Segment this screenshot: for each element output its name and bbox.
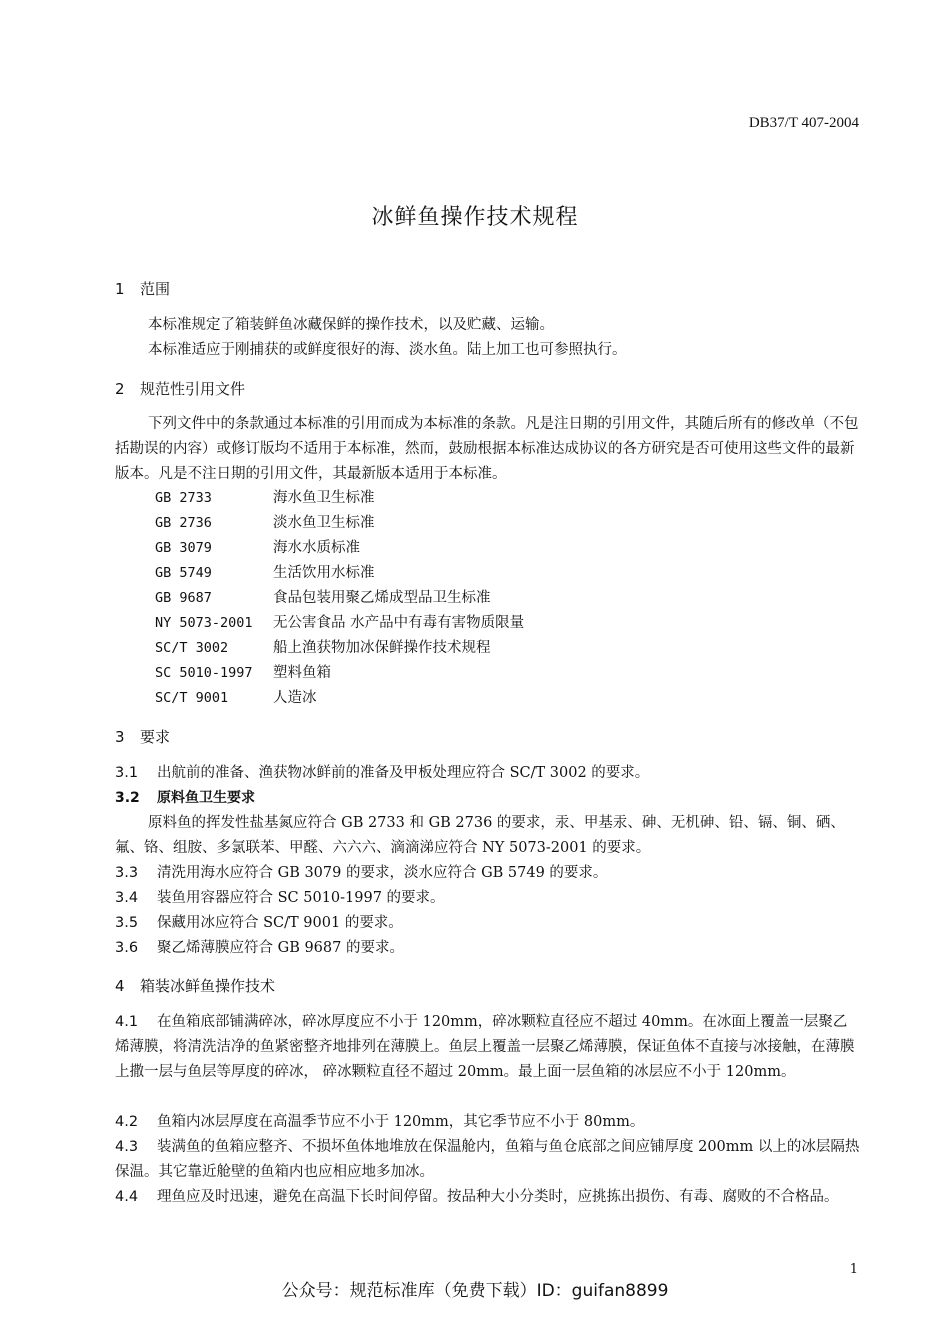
reference-row — [155, 511, 375, 536]
clause-text: 理鱼应及时迅速，避免在高温下长时间停留。按品种大小分类时，应挑拣出损伤、有毒、腐败的不合格品。 — [157, 1189, 839, 1205]
reference-row — [155, 536, 360, 561]
clause-text: 出航前的准备、渔获物冰鲜前的准备及甲板处理应符合 SC/T 3002 的要求。 — [157, 765, 650, 781]
reference-code: GB 3079 — [155, 540, 212, 556]
reference-row — [155, 661, 331, 686]
reference-code: SC 5010-1997 — [155, 665, 253, 681]
reference-name: 淡水鱼卫生标准 — [273, 515, 375, 531]
scope-paragraph-2: 本标准适应于刚捕获的或鲜度很好的海、淡水鱼。陆上加工也可参照执行。 — [148, 342, 627, 358]
clause-number: 4.3 — [115, 1139, 139, 1155]
reference-code: GB 5749 — [155, 565, 212, 581]
section-2-heading — [115, 378, 245, 399]
clause-3-1 — [115, 761, 860, 786]
section-1-heading — [115, 278, 170, 299]
clause-text: 保藏用冰应符合 SC/T 9001 的要求。 — [157, 915, 403, 931]
reference-name: 食品包装用聚乙烯成型品卫生标准 — [273, 590, 491, 606]
reference-row — [155, 636, 491, 661]
reference-code: NY 5073-2001 — [155, 615, 253, 631]
section-title: 箱装冰鲜鱼操作技术 — [140, 977, 276, 995]
section-number: 1 — [115, 280, 125, 298]
reference-row — [155, 486, 375, 511]
page-number: 1 — [849, 1262, 858, 1277]
clause-text: 聚乙烯薄膜应符合 GB 9687 的要求。 — [157, 940, 404, 956]
clause-text: 装鱼用容器应符合 SC 5010-1997 的要求。 — [157, 890, 445, 906]
clause-4-4 — [115, 1185, 860, 1210]
reference-name: 塑料鱼箱 — [273, 665, 331, 681]
section-title: 范围 — [140, 280, 171, 298]
section-title: 规范性引用文件 — [140, 380, 246, 398]
reference-name: 海水鱼卫生标准 — [273, 490, 375, 506]
scope-paragraph-1: 本标准规定了箱装鲜鱼冰藏保鲜的操作技术，以及贮藏、运输。 — [148, 317, 554, 333]
clause-number: 3.6 — [115, 940, 139, 956]
clause-number: 3.3 — [115, 865, 139, 881]
clause-text: 在鱼箱底部铺满碎冰，碎冰厚度应不小于 120mm，碎冰颗粒直径应不超过 40mm。在冰面上覆盖一层聚乙烯薄膜，将清洗洁净的鱼紧密整齐地排列在薄膜上。鱼层上覆盖一层聚乙烯薄膜，保证鱼体不直接与冰接触，在薄膜上撒一层与鱼层等厚度的碎冰， 碎冰颗粒直径不超过 20mm。最上面一层鱼箱的冰层应不小于 120mm。 — [115, 1014, 855, 1080]
clause-3-2-heading — [115, 786, 860, 811]
clause-number: 4.4 — [115, 1189, 139, 1205]
section-number: 4 — [115, 977, 125, 995]
reference-code: GB 9687 — [155, 590, 212, 606]
reference-code: GB 2733 — [155, 490, 212, 506]
section-3-heading — [115, 726, 170, 747]
clause-number: 3.5 — [115, 915, 139, 931]
clause-text: 清洗用海水应符合 GB 3079 的要求，淡水应符合 GB 5749 的要求。 — [157, 865, 608, 881]
reference-code: GB 2736 — [155, 515, 212, 531]
section-title: 要求 — [140, 728, 171, 746]
reference-name: 海水水质标准 — [273, 540, 360, 556]
reference-code: SC/T 9001 — [155, 690, 229, 706]
clause-4-3 — [115, 1135, 860, 1185]
clause-3-3 — [115, 861, 860, 886]
reference-name: 生活饮用水标准 — [273, 565, 375, 581]
clause-title: 原料鱼卫生要求 — [157, 790, 255, 806]
section-number: 3 — [115, 728, 125, 746]
reference-name: 无公害食品 水产品中有毒有害物质限量 — [273, 615, 525, 631]
reference-name: 人造冰 — [273, 690, 317, 706]
clause-3-2-text: 原料鱼的挥发性盐基氮应符合 GB 2733 和 GB 2736 的要求，汞、甲基汞、砷、无机砷、铅、镉、铜、硒、氟、铬、组胺、多氯联苯、甲醛、六六六、滴滴涕应符合 NY 5073-2001 的要求。 — [115, 815, 845, 856]
reference-code: SC/T 3002 — [155, 640, 229, 656]
standard-number: DB37/T 407-2004 — [748, 115, 859, 131]
clause-3-5 — [115, 911, 860, 936]
reference-row — [155, 586, 491, 611]
clause-3-4 — [115, 886, 860, 911]
clause-3-6 — [115, 936, 860, 961]
clause-text: 装满鱼的鱼箱应整齐、不损坏鱼体地堆放在保温舱内，鱼箱与鱼仓底部之间应铺厚度 200mm 以上的冰层隔热保温。其它靠近舱壁的鱼箱内也应相应地多加冰。 — [115, 1139, 860, 1180]
clause-text: 鱼箱内冰层厚度在高温季节应不小于 120mm，其它季节应不小于 80mm。 — [157, 1114, 645, 1130]
reference-row — [155, 561, 375, 586]
reference-row — [155, 686, 317, 711]
references-intro: 下列文件中的条款通过本标准的引用而成为本标准的条款。凡是注日期的引用文件，其随后所有的修改单（不包括勘误的内容）或修订版均不适用于本标准，然而，鼓励根据本标准达成协议的各方研究是否可使用这些文件的最新版本。凡是不注日期的引用文件，其最新版本适用于本标准。 — [115, 416, 859, 482]
footer-watermark: 公众号：规范标准库（免费下载）ID：guifan8899 — [281, 1281, 669, 1301]
clause-number: 4.2 — [115, 1114, 139, 1130]
section-4-heading — [115, 975, 275, 996]
clause-4-2 — [115, 1110, 860, 1135]
clause-4-1 — [115, 1010, 860, 1085]
document-title: 冰鲜鱼操作技术规程 — [371, 205, 579, 230]
reference-name: 船上渔获物加冰保鲜操作技术规程 — [273, 640, 491, 656]
clause-number: 3.4 — [115, 890, 139, 906]
clause-number: 3.2 — [115, 790, 140, 806]
clause-number: 4.1 — [115, 1014, 139, 1030]
section-number: 2 — [115, 380, 125, 398]
clause-number: 3.1 — [115, 765, 139, 781]
reference-row — [155, 611, 524, 636]
